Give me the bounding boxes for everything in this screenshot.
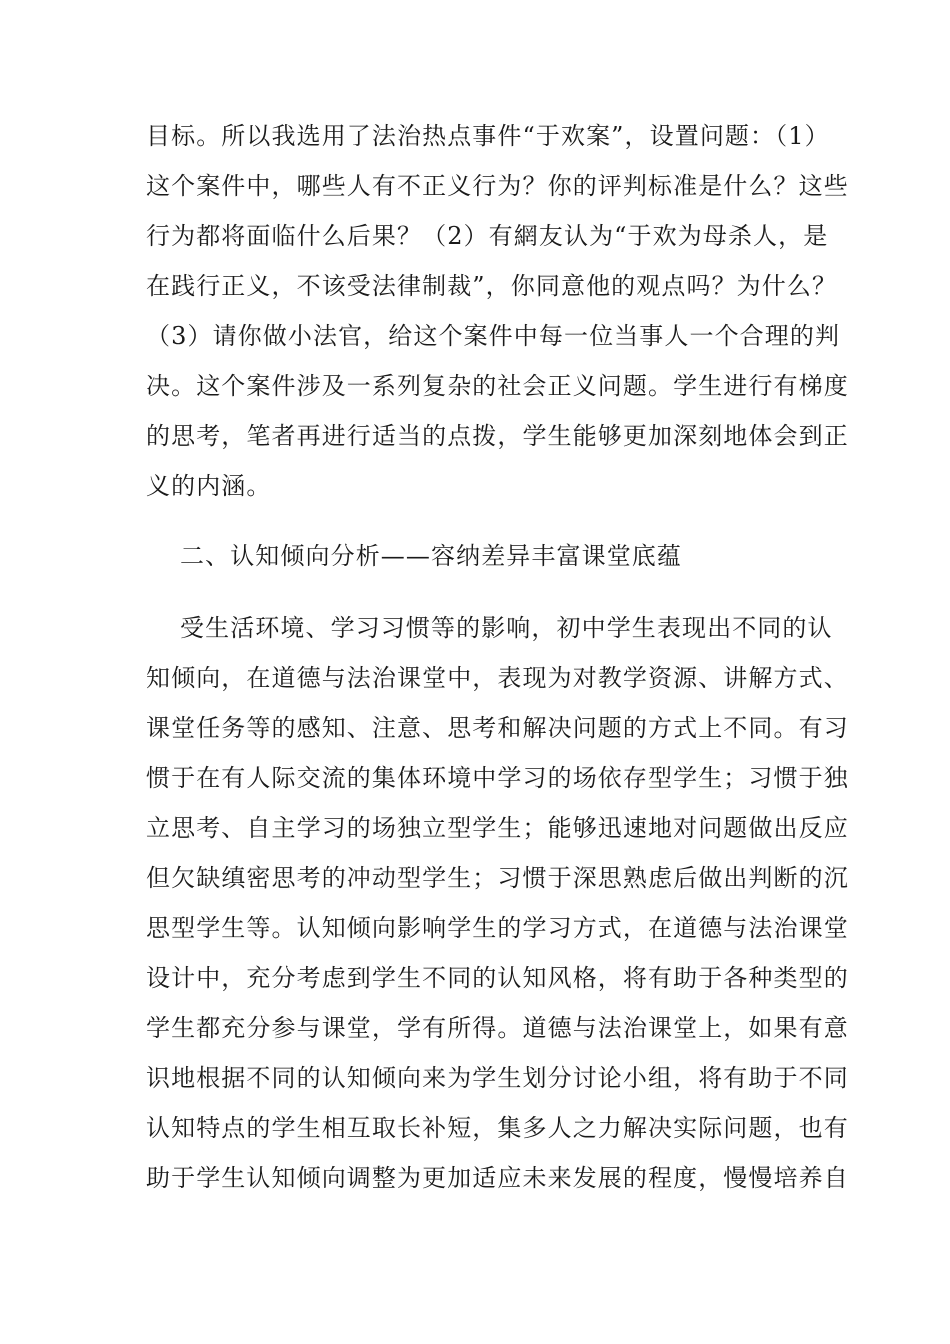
paragraph-line: 的思考，笔者再进行适当的点拨，学生能够更加深刻地体会到正: [146, 422, 849, 450]
paragraph-line: 惯于在有人际交流的集体环境中学习的场依存型学生；习惯于独: [146, 764, 849, 792]
paragraph-line: 在践行正义，不该受法律制裁”，你同意他的观点吗？为什么？: [146, 272, 838, 300]
paragraph-line: 行为都将面临什么后果？（2）有網友认为“于欢为母杀人，是: [146, 222, 829, 250]
paragraph-line: 这个案件中，哪些人有不正义行为？你的评判标准是什么？这些: [146, 172, 849, 200]
paragraph-line: 但欠缺缜密思考的冲动型学生；习惯于深思熟虑后做出判断的沉: [146, 864, 849, 892]
paragraph-line: 知倾向，在道德与法治课堂中，表现为对教学资源、讲解方式、: [146, 664, 849, 692]
paragraph-line: 识地根据不同的认知倾向来为学生划分讨论小组，将有助于不同: [146, 1064, 849, 1092]
paragraph-line: 思型学生等。认知倾向影响学生的学习方式，在道德与法治课堂: [146, 914, 849, 942]
paragraph-line: 义的内涵。: [146, 472, 272, 500]
paragraph-line: 课堂任务等的感知、注意、思考和解决问题的方式上不同。有习: [146, 714, 849, 742]
section-heading: 二、认知倾向分析——容纳差异丰富课堂底蕴: [180, 542, 682, 570]
paragraph-line: （3）请你做小法官，给这个案件中每一位当事人一个合理的判: [146, 322, 841, 350]
paragraph-line: 设计中，充分考虑到学生不同的认知风格，将有助于各种类型的: [146, 964, 849, 992]
paragraph-line: 认知特点的学生相互取长补短，集多人之力解决实际问题，也有: [146, 1114, 849, 1142]
paragraph-line: 目标。所以我选用了法治热点事件“于欢案”，设置问题：（1）: [146, 122, 830, 150]
paragraph-line: 学生都充分参与课堂，学有所得。道德与法治课堂上，如果有意: [146, 1014, 849, 1042]
paragraph-line: 受生活环境、学习习惯等的影响，初中学生表现出不同的认: [180, 614, 833, 642]
paragraph-line: 决。这个案件涉及一系列复杂的社会正义问题。学生进行有梯度: [146, 372, 849, 400]
paragraph-line: 助于学生认知倾向调整为更加适应未来发展的程度，慢慢培养自: [146, 1164, 849, 1192]
paragraph-line: 立思考、自主学习的场独立型学生；能够迅速地对问题做出反应: [146, 814, 849, 842]
